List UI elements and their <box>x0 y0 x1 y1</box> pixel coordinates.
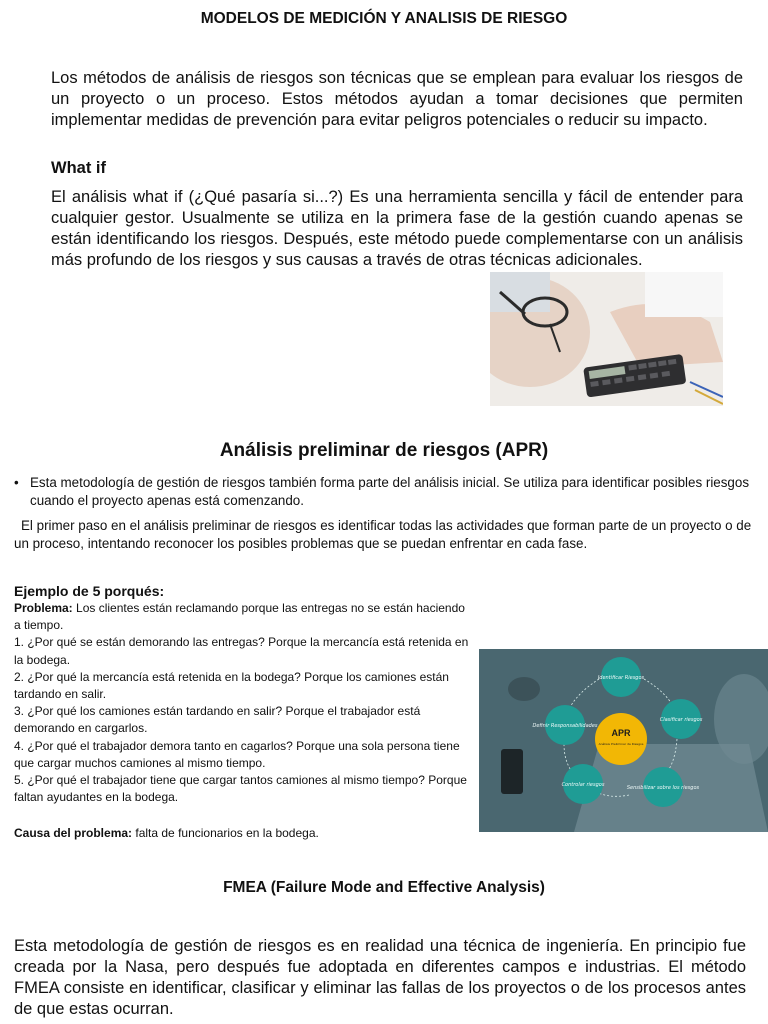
apr-first-step-text: El primer paso en el análisis preliminar de riesgos es identificar todas las actividades que forman parte de un proyecto o de un proceso, intentando reconocer los posibles problemas que se puedan enfrentar en cada fase. <box>14 518 752 551</box>
apr-center-sub: Análisis Preliminar de Riesgos <box>598 742 644 746</box>
why-item: 4. ¿Por qué el trabajador demora tanto en cagarlos? Porque una sola persona tiene que cargar muchos camiones al mismo tiempo. <box>14 738 460 770</box>
diagram-node: Definir Responsabilidades <box>532 723 598 729</box>
calculator-photo <box>490 272 723 406</box>
apr-bullet <box>14 474 754 510</box>
what-if-paragraph: El análisis what if (¿Qué pasaría si...?) Es una herramienta sencilla y fácil de entender para cualquier gestor. Usualmente se utiliza en la primera fase de la gestión cuando apenas se están identificando los riesgos. Después, este método puede complementarse con un análisis más profundo de los riesgos y sus causas a través de otras técnicas adicionales. <box>51 188 743 269</box>
cause-text: falta de funcionarios en la bodega. <box>132 826 319 840</box>
problem-label: Problema: <box>14 601 73 615</box>
diagram-node: Identificar Riesgos <box>597 675 645 681</box>
diagram-node: Clasificar riesgos <box>659 717 703 723</box>
diagram-node: Sensibilizar sobre los riesgos <box>626 785 700 791</box>
cause-label: Causa del problema: <box>14 826 133 840</box>
apr-diagram-photo <box>479 649 768 832</box>
apr-bullet-text: Esta metodología de gestión de riesgos también forma parte del análisis inicial. Se utiliza para identificar posibles riesgos cuando el proyecto apenas está comenzando. <box>30 475 750 508</box>
fmea-heading: FMEA (Failure Mode and Effective Analysis) <box>223 879 545 896</box>
apr-center-title: APR <box>611 728 631 738</box>
fmea-paragraph: Esta metodología de gestión de riesgos es en realidad una técnica de ingeniería. En principio fue creada por la Nasa, pero después fue adoptada en diferentes campos e industrias. El método FMEA consiste en identificar, clasificar y eliminar las fallas de los proyectos o de los procesos antes de que estas ocurran. <box>14 937 746 1018</box>
five-whys-list <box>14 600 474 806</box>
example-heading: Ejemplo de 5 porqués: <box>14 583 165 599</box>
bullet-icon: • <box>14 475 19 490</box>
page-title: MODELOS DE MEDICIÓN Y ANALISIS DE RIESGO <box>200 10 568 27</box>
intro-paragraph: Los métodos de análisis de riesgos son técnicas que se emplean para evaluar los riesgos de un proyecto o un proceso. Estos métodos ayudan a tomar decisiones que permiten implementar medidas de prevención para evitar peligros potenciales o reducir su impacto. <box>51 69 743 129</box>
cause-line <box>14 826 319 840</box>
why-item: 1. ¿Por qué se están demorando las entregas? Porque la mercancía está retenida en la bodega. <box>14 635 469 667</box>
why-item: 2. ¿Por qué la mercancía está retenida en la bodega? Porque los camiones están tardando en salir. <box>14 669 449 702</box>
problem-line <box>14 600 474 634</box>
problem-text: Los clientes están reclamando porque las entregas no se están haciendo a tiempo. <box>14 601 465 633</box>
why-item: 3. ¿Por qué los camiones están tardando en salir? Porque el trabajador está demorando en cargarlos. <box>14 704 421 736</box>
apr-heading: Análisis preliminar de riesgos (APR) <box>219 440 549 461</box>
why-item: 5. ¿Por qué el trabajador tiene que cargar tantos camiones al mismo tiempo? Porque faltan ayudantes en la bodega. <box>14 773 467 805</box>
diagram-node: Controlar riesgos <box>561 782 605 788</box>
apr-first-step <box>14 517 754 553</box>
what-if-heading: What if <box>51 159 106 177</box>
